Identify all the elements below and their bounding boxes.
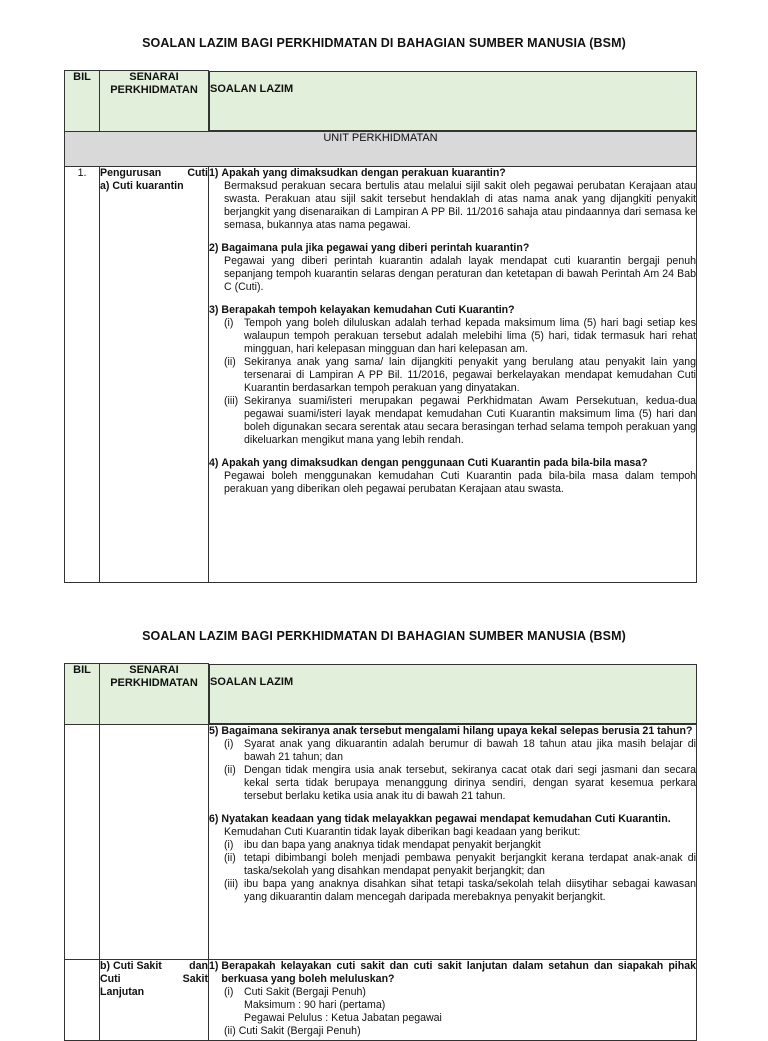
header-senarai: SENARAI PERKHIDMATAN — [100, 664, 209, 725]
faq-table — [64, 70, 697, 583]
header-senarai: SENARAI PERKHIDMATAN — [100, 71, 209, 132]
answer: Pegawai boleh menggunakan kemudahan Cuti Kuarantin pada bila-bila masa dalam tempoh perakuan yang diberikan oleh pegawai perubatan Kerajaan atau swasta. — [224, 469, 696, 495]
list-item: (i) Tempoh yang boleh diluluskan adalah terhad kepada maksimum lima (5) hari bagi setiap kes walaupun tempoh perakuan tersebut adalah melebihi lima (5) hari, tidak termasuk hari rehat mingguan, hari kelepasan mingguan dan hari kelepasan am. — [224, 316, 696, 355]
bil-cell: 1. — [65, 166, 100, 582]
question: 1) Berapakah kelayakan cuti sakit dan cuti sakit lanjutan dalam setahun dan siapakah pihak berkuasa yang boleh meluluskan? — [209, 959, 696, 985]
question: 5) Bagaimana sekiranya anak tersebut mengalami hilang upaya kekal selepas berusia 21 tahun? — [209, 724, 693, 737]
answer: Bermaksud perakuan secara bertulis atau melalui sijil sakit oleh pegawai perubatan Kerajaan atau swasta. Perakuan atau sijil sakit tersebut hendaklah di atas nama anak yang dijangkiti penyakit berjangkit yang disenaraikan di Lampiran A PP Bil. 11/2016 sahaja atau pindaannya dari semasa ke semasa, bukannya atas nama pegawai. — [224, 179, 696, 231]
header-bil: BIL — [65, 664, 100, 725]
list-item: (iii) ibu bapa yang anaknya disahkan sihat tetapi taska/sekolah telah diisytihar sebagai kawasan yang dikuarantin dalam mencegah daripada merebaknya penyakit berjangkit. — [224, 877, 696, 903]
detail-line: Maksimum : 90 hari (pertama) — [244, 998, 386, 1011]
answer: Kemudahan Cuti Kuarantin tidak layak diberikan bagi keadaan yang berikut: — [224, 825, 581, 838]
detail-line: (ii) Cuti Sakit (Bergaji Penuh) — [224, 1024, 361, 1037]
table-header-row — [65, 664, 697, 725]
list-item: (ii) Dengan tidak mengira usia anak tersebut, sekiranya cacat otak dari segi jasmani dan secara kekal serta tidak berupaya menanggung dirinya sendiri, dengan syarat kesemua perkara tersebut berlaku ketika usia anak itu di bawah 21 tahun. — [224, 763, 696, 802]
faq-cell — [209, 959, 697, 1040]
service-label: Lanjutan — [100, 985, 145, 998]
service-cell — [100, 166, 209, 582]
bil-cell — [65, 959, 100, 1040]
service-cell — [100, 724, 209, 959]
question: 3) Berapakah tempoh kelayakan kemudahan Cuti Kuarantin? — [209, 303, 515, 316]
list-item: (i) ibu dan bapa yang anaknya tidak mendapat penyakit berjangkit — [224, 838, 541, 851]
header-soalan: SOALAN LAZIM — [209, 71, 697, 131]
header-soalan: SOALAN LAZIM — [209, 664, 697, 724]
list-item: (ii) Sekiranya anak yang sama/ lain dijangkiti penyakit yang berulang atau penyakit lain yang tersenarai di Lampiran A PP Bil. 11/2016, pegawai berkelayakan mendapat kemudahan Cuti Kuarantin berdasarkan tempoh perakuan yang dinyatakan. — [224, 355, 696, 394]
service-label: a) Cuti kuarantin — [100, 179, 184, 192]
question: 4) Apakah yang dimaksudkan dengan penggunaan Cuti Kuarantin pada bila-bila masa? — [209, 456, 648, 469]
unit-row — [65, 131, 697, 166]
question: 6) Nyatakan keadaan yang tidak melayakkan pegawai mendapat kemudahan Cuti Kuarantin. — [209, 812, 671, 825]
page-title: SOALAN LAZIM BAGI PERKHIDMATAN DI BAHAGIAN SUMBER MANUSIA (BSM) — [142, 36, 626, 50]
table-header-row — [65, 71, 697, 132]
service-label: dan — [189, 959, 208, 972]
service-label: Cuti — [187, 166, 208, 179]
service-label: b) Cuti Sakit — [100, 959, 162, 972]
table-row — [65, 724, 697, 959]
faq-cell — [209, 724, 697, 959]
table-row — [65, 959, 697, 1040]
page-title: SOALAN LAZIM BAGI PERKHIDMATAN DI BAHAGIAN SUMBER MANUSIA (BSM) — [142, 629, 626, 643]
list-item: (ii) tetapi dibimbangi boleh menjadi pembawa penyakit berjangkit kerana terdapat anak-anak di taska/sekolah yang disahkan mendapat penyakit berjangkit; dan — [224, 851, 696, 877]
header-bil: BIL — [65, 71, 100, 132]
faq-table — [64, 663, 697, 1041]
list-item: (i) Syarat anak yang dikuarantin adalah berumur di bawah 18 tahun atau jika masih belajar di bawah 21 tahun; dan — [224, 737, 696, 763]
faq-cell — [209, 166, 697, 582]
list-item: (iii) Sekiranya suami/isteri merupakan pegawai Perkhidmatan Awam Persekutuan, kedua-dua pegawai suami/isteri layak mendapat kemudahan Cuti Kuarantin maksimum lima (5) hari dan boleh digunakan secara serentak atau secara berasingan terhad selama tempoh perakuan yang dikeluarkan mengikut mana yang lebih rendah. — [224, 394, 696, 446]
list-item: (i) Cuti Sakit (Bergaji Penuh) — [224, 985, 366, 998]
table-row — [65, 166, 697, 582]
service-label: Cuti — [100, 972, 121, 985]
service-label: Sakit — [182, 972, 208, 985]
answer: Pegawai yang diberi perintah kuarantin adalah layak mendapat cuti kuarantin bergaji penuh sepanjang tempoh kuarantin selaras dengan peraturan dan ketetapan di bawah Perintah Am 24 Bab C (Cuti). — [224, 254, 696, 293]
question: 1) Apakah yang dimaksudkan dengan perakuan kuarantin? — [209, 166, 506, 179]
detail-line: Pegawai Pelulus : Ketua Jabatan pegawai — [244, 1011, 442, 1024]
service-cell — [100, 959, 209, 1040]
service-label: Pengurusan — [100, 166, 162, 179]
unit-label: UNIT PERKHIDMATAN — [65, 131, 697, 166]
bil-cell — [65, 724, 100, 959]
question: 2) Bagaimana pula jika pegawai yang diberi perintah kuarantin? — [209, 241, 530, 254]
